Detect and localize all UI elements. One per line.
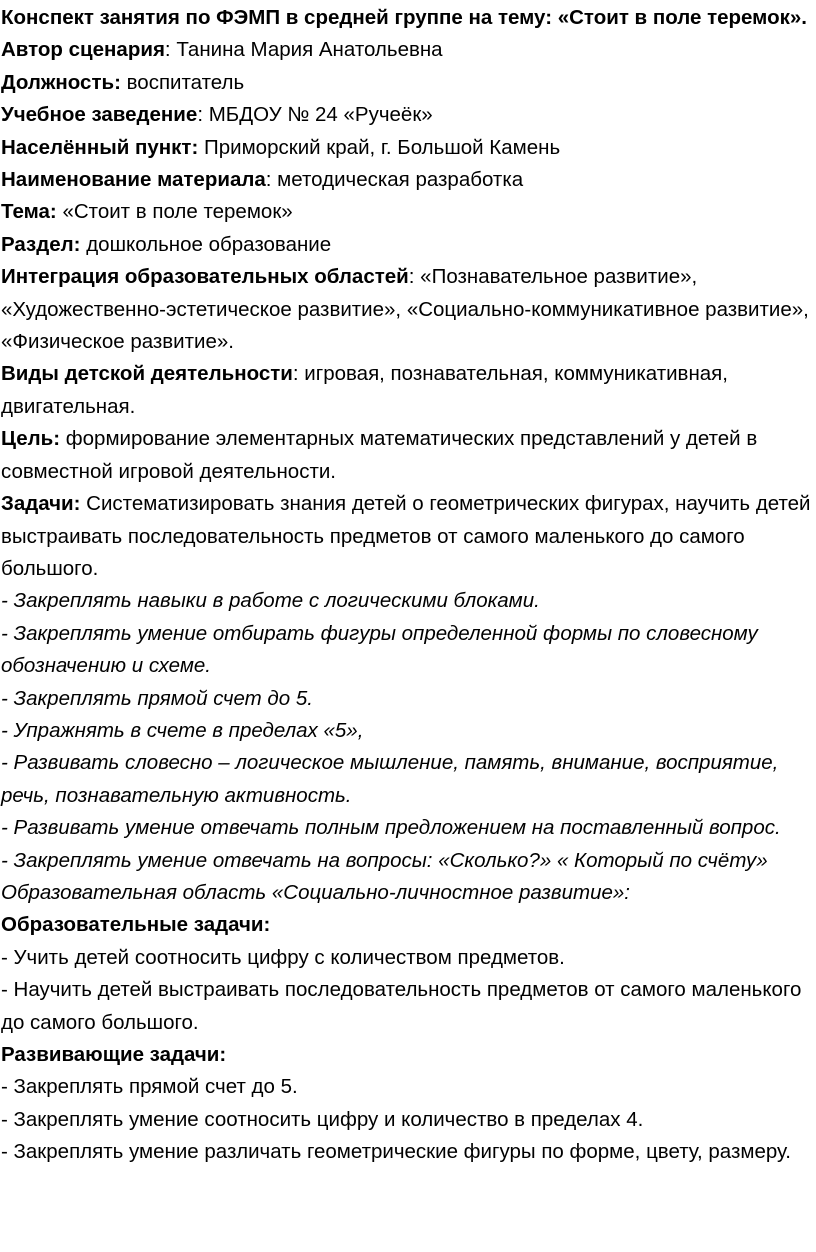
meta-label: Населённый пункт: — [1, 135, 199, 159]
meta-value: воспитатель — [120, 70, 245, 94]
educational-task-item: - Научить детей выстраивать последовательность предметов от самого маленького до самого большого. — [1, 978, 802, 1034]
meta-value: Танина Мария Анатольевна — [170, 38, 443, 62]
educational-area-heading: Образовательная область «Социально-личностное развитие»: — [1, 880, 630, 904]
developmental-task-item: - Закреплять умение соотносить цифру и количество в пределах 4. — [1, 1107, 644, 1131]
meta-position — [1, 67, 813, 99]
meta-value: Систематизировать знания детей о геометрических фигурах, научить детей выстраивать последовательность предметов от самого маленького до самого большого. — [1, 492, 811, 580]
italic-task-item: - Закреплять навыки в работе с логическими блоками. — [1, 589, 540, 613]
meta-sep: : — [197, 103, 204, 127]
meta-institution — [1, 99, 813, 131]
meta-value: дошкольное образование — [80, 232, 332, 256]
developmental-task-item: - Закреплять умение различать геометрические фигуры по форме, цвету, размеру. — [1, 1140, 791, 1164]
meta-value: формирование элементарных математических представлений у детей в совместной игровой деятельности. — [1, 427, 758, 483]
meta-value: методическая разработка — [271, 168, 524, 192]
meta-integration — [1, 261, 813, 358]
meta-label: Задачи: — [1, 492, 81, 516]
italic-task-item: - Закреплять умение отбирать фигуры определенной формы по словесному обозначению и схеме. — [1, 621, 758, 678]
meta-label: Должность: — [1, 70, 121, 94]
meta-value: «Познавательное развитие», «Художественно-эстетическое развитие», «Социально-коммуникативное развитие», «Физическое развитие». — [1, 265, 809, 354]
meta-author — [1, 34, 813, 66]
meta-value: МБДОУ № 24 «Ручеёк» — [203, 103, 433, 127]
meta-value: игровая, познавательная, коммуникативная, двигательная. — [1, 362, 728, 418]
meta-value: «Стоит в поле теремок» — [56, 200, 293, 224]
meta-label: Интеграция образовательных областей — [1, 265, 409, 289]
meta-tasks — [1, 488, 813, 585]
meta-locality — [1, 132, 813, 164]
meta-topic — [1, 196, 813, 228]
italic-task-item: - Закреплять умение отвечать на вопросы: «Сколько?» « Который по счёту» — [1, 848, 768, 872]
meta-value: Приморский край, г. Большой Камень — [198, 135, 561, 159]
meta-sep: : — [265, 168, 272, 192]
meta-sep: : — [164, 38, 171, 62]
meta-label: Цель: — [1, 427, 61, 451]
document-body — [1, 2, 813, 1169]
meta-label: Виды детской деятельности — [1, 362, 293, 386]
italic-task-item: - Развивать умение отвечать полным предложением на поставленный вопрос. — [1, 816, 781, 840]
educational-task-item: - Учить детей соотносить цифру с количеством предметов. — [1, 945, 565, 969]
developmental-tasks-heading: Развивающие задачи: — [1, 1043, 227, 1066]
meta-label: Раздел: — [1, 232, 81, 256]
italic-task-item: - Закреплять прямой счет до 5. — [1, 686, 313, 710]
meta-label: Наименование материала — [1, 168, 266, 192]
meta-sep: : — [408, 265, 415, 289]
educational-tasks-heading: Образовательные задачи: — [1, 913, 271, 937]
italic-task-item: - Развивать словесно – логическое мышление, память, внимание, восприятие, речь, познавательную активность. — [1, 751, 779, 807]
meta-sep: : — [292, 362, 299, 386]
italic-task-item: - Упражнять в счете в пределах «5», — [1, 718, 364, 742]
meta-label: Учебное заведение — [1, 103, 198, 127]
developmental-task-item: - Закреплять прямой счет до 5. — [1, 1075, 298, 1099]
meta-goal — [1, 423, 813, 488]
meta-label: Автор сценария — [1, 38, 165, 62]
meta-section — [1, 229, 813, 261]
document-title: Конспект занятия по ФЭМП в средней группе на тему: «Стоит в поле теремок». — [1, 6, 807, 29]
meta-label: Тема: — [1, 200, 57, 224]
meta-material-name — [1, 164, 813, 196]
meta-activities — [1, 358, 813, 423]
